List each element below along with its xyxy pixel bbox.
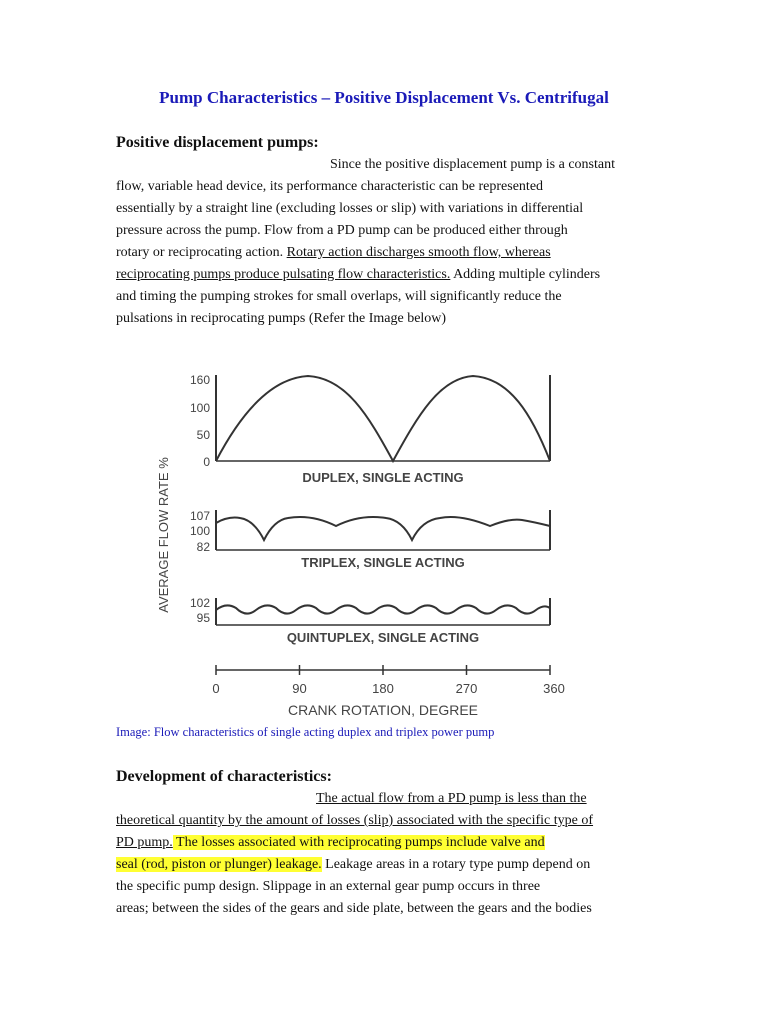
text-line bbox=[116, 198, 676, 220]
quintuplex-tick-102: 102 bbox=[189, 596, 210, 610]
triplex-tick-100: 100 bbox=[189, 524, 210, 538]
crank-tick-360: 360 bbox=[543, 681, 565, 696]
crank-tick-0: 0 bbox=[212, 681, 220, 696]
text-run: rotary or reciprocating action. bbox=[116, 245, 287, 260]
underlined-text: Rotary action discharges smooth flow, whereas bbox=[286, 245, 551, 260]
text-line bbox=[116, 308, 676, 330]
triplex-tick-107: 107 bbox=[189, 509, 210, 523]
text-line bbox=[116, 154, 676, 176]
text-line bbox=[116, 176, 676, 198]
paragraph-pd-pumps bbox=[116, 154, 676, 330]
duplex-tick-160: 160 bbox=[189, 373, 210, 387]
duplex-tick-50: 50 bbox=[196, 428, 210, 442]
text-line bbox=[116, 832, 696, 854]
duplex-tick-100: 100 bbox=[189, 401, 210, 415]
flow-characteristics-figure bbox=[150, 360, 590, 720]
text-line bbox=[116, 242, 676, 264]
duplex-tick-0: 0 bbox=[203, 455, 210, 469]
section-heading-development: Development of characteristics: bbox=[116, 768, 332, 785]
text-run: essentially by a straight line (excluding losses or slip) with variations in differential bbox=[116, 201, 584, 216]
text-line bbox=[116, 854, 696, 876]
quintuplex-flow-curve bbox=[216, 605, 550, 613]
text-run: pressure across the pump. Flow from a PD pump can be produced either through bbox=[116, 223, 568, 238]
text-run: flow, variable head device, its performance characteristic can be represented bbox=[116, 179, 544, 194]
text-line bbox=[116, 264, 676, 286]
text-run: pulsations in reciprocating pumps (Refer the Image below) bbox=[116, 311, 447, 326]
x-axis-label: CRANK ROTATION, DEGREE bbox=[287, 702, 479, 718]
y-axis-label: AVERAGE FLOW RATE % bbox=[156, 457, 171, 613]
triplex-flow-curve bbox=[216, 517, 550, 540]
text-run: the specific pump design. Slippage in an external gear pump occurs in three bbox=[116, 879, 541, 894]
flow-diagram-svg bbox=[150, 360, 590, 720]
text-line bbox=[116, 898, 696, 920]
section-heading-pd-pumps: Positive displacement pumps: bbox=[116, 134, 319, 151]
quintuplex-tick-95: 95 bbox=[196, 611, 210, 625]
highlighted-text: seal (rod, piston or plunger) leakage. bbox=[116, 857, 322, 872]
crank-tick-90: 90 bbox=[292, 681, 307, 696]
duplex-flow-curve bbox=[216, 376, 550, 461]
figure-caption: Image: Flow characteristics of single acting duplex and triplex power pump bbox=[116, 725, 495, 739]
text-line bbox=[116, 876, 696, 898]
highlighted-text: The losses associated with reciprocating pumps include valve and bbox=[172, 835, 545, 850]
text-run: Leakage areas in a rotary type pump depend on bbox=[321, 857, 591, 872]
underlined-text: PD pump. bbox=[116, 835, 173, 850]
underlined-text: The actual flow from a PD pump is less than the bbox=[316, 791, 587, 806]
duplex-label: DUPLEX, SINGLE ACTING bbox=[302, 470, 464, 485]
triplex-label: TRIPLEX, SINGLE ACTING bbox=[301, 555, 465, 570]
text-run: areas; between the sides of the gears and side plate, between the gears and the bodies bbox=[116, 901, 592, 916]
text-line bbox=[116, 810, 696, 832]
text-line bbox=[116, 286, 676, 308]
text-run: Adding multiple cylinders bbox=[450, 267, 601, 282]
text-run: Since the positive displacement pump is a constant bbox=[330, 157, 615, 172]
paragraph-development bbox=[116, 788, 696, 920]
page-title: Pump Characteristics – Positive Displacement Vs. Centrifugal bbox=[159, 88, 609, 107]
underlined-text: theoretical quantity by the amount of losses (slip) associated with the specific type of bbox=[116, 813, 594, 828]
text-run: and timing the pumping strokes for small overlaps, will significantly reduce the bbox=[116, 289, 562, 304]
crank-tick-270: 270 bbox=[455, 681, 478, 696]
crank-tick-180: 180 bbox=[372, 681, 394, 696]
underlined-text: reciprocating pumps produce pulsating flow characteristics. bbox=[116, 267, 451, 282]
quintuplex-label: QUINTUPLEX, SINGLE ACTING bbox=[286, 630, 480, 645]
text-line bbox=[116, 220, 676, 242]
text-line bbox=[116, 788, 696, 810]
triplex-tick-82: 82 bbox=[196, 540, 210, 554]
